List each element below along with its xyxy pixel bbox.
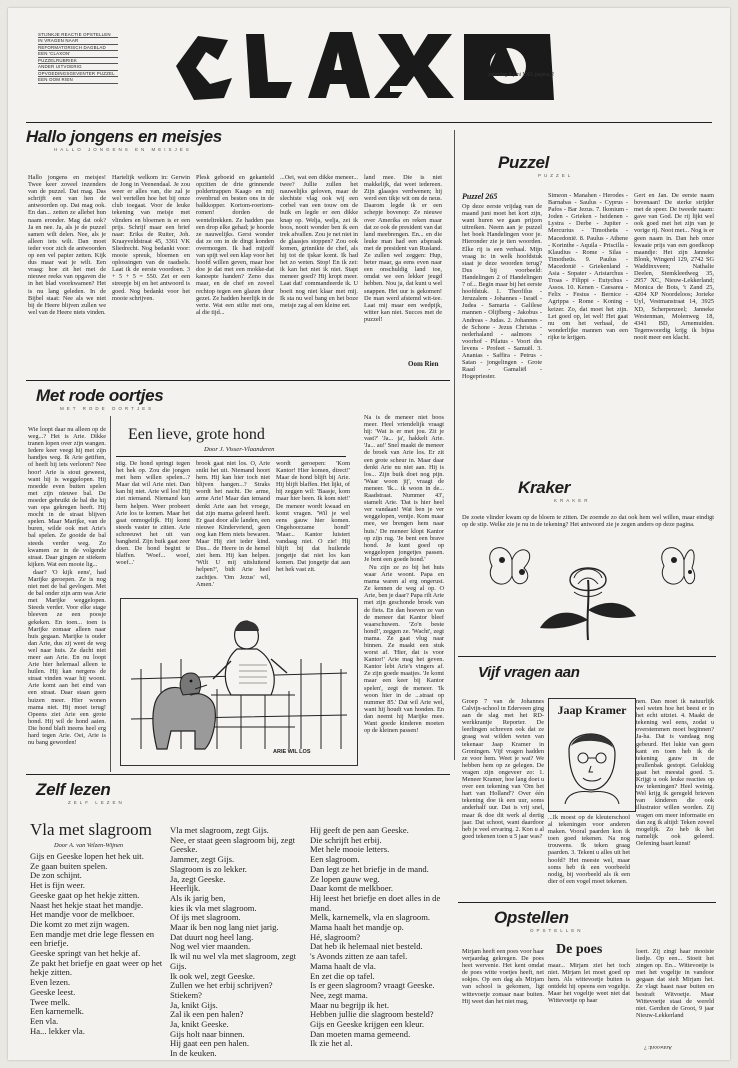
section-zelf-lezen <box>36 780 125 805</box>
section-rule <box>26 774 450 775</box>
poem-line: Stiekem? <box>170 989 202 1000</box>
section-title: Opstellen <box>494 908 569 927</box>
poem-line: Mama haalt het mandje op. <box>310 922 404 933</box>
poem-line: Ja, knikt Gijs. <box>170 999 218 1010</box>
poem-line: Naast het hekje staat het mandje. <box>30 899 144 910</box>
kraker-intro: De zoete vlinder kwam op de bloem te zitten. De zoemde zo dat ook hem wel willen, maar eindigt op de stip. Welke zie je nu in de tekening? Het antwoord zie je zegen anders op deze pagina. <box>462 514 714 529</box>
hond-col-2: brook gaat niet los. O, Arie snikt het uit. Niemand hoort hem. Hij kan hier toch niet blijven hangen...? Straks wordt het nacht. De arme, arme Arie! Maar dan iemand denkt Arie aan het vroege, dat zijn mama geleerd heeft. Er gaat door alle landen, een nieuwe Kindervriend, geen oog kan Hem niets bewaren. Maar Hij ziet ieder kind. Dus... de Heere in de hemel ziet hem. Hij kan helpen. 'Wilt U mij uitsluitend helpen?', bidt Arie heel zachtjes. 'Om Jezus' wil, Amen.' <box>196 460 270 588</box>
poem-line: Heerlijk. <box>170 883 201 894</box>
poem-line: Ik ook wel, zegt Geeske. <box>170 970 255 981</box>
poem-line: Hij geeft de pen aan Geeske. <box>310 825 409 835</box>
poem-line: Even lezen. <box>30 977 71 988</box>
poem-line: Nee, zegt mama. <box>310 989 368 1000</box>
hond-col-3: wordt geroepen: 'Kom Kantor! Hier komen, direct!' Maar de hond blijft bij Arie. Hij blijft blaffen. Het lijkt, of hij zeggen wil: 'Baasje, kom maar hier heen. Ik kom niet!' De meneer wordt kwaad en komt vragen. 'Wil je wel eens gauw hier komen. Ongehoorzame hond!' 'Maar... Kantor luistert vandaag niet. O zie! Hij blijft bij dat huilende jongetje dat niet los kan komen. Dat jongetje dat aan het hek vast zit. <box>276 460 350 574</box>
illustration-caption: ARIE WIL LOS <box>273 749 311 755</box>
poem-line: Hebben jullie die slagroom besteld? <box>310 1009 434 1020</box>
kraker-illustration <box>478 536 698 648</box>
toc-item: ANDER UITVOERIG <box>38 64 118 70</box>
poem-line: Zal ik een pen halen? <box>170 1009 244 1020</box>
poem-line: Zullen we het erbij schrijven? <box>170 980 273 991</box>
poem-line: Geeske leest. <box>30 986 76 997</box>
puzzle-number: Puzzel 265 <box>462 192 498 201</box>
poem-byline: Door A. van Velzen-Wijnen <box>54 842 124 849</box>
poem-line: Dan moeten mama gemeend. <box>310 1028 411 1039</box>
section-title: Vijf vragen aan <box>478 664 580 681</box>
poem-line: Hé, slagroom? <box>310 931 361 942</box>
section-title: Hallo jongens en meisjes <box>26 127 222 146</box>
poem-line: Die komt zo met zijn wagen. <box>30 918 130 929</box>
opstellen-col-3: loert. Zij zingt haar mooiste liedje. Op een... Stoeit het zingen op. En... Wittevoetje is met het vogeltje in vandoor gegaan dat stelt Mirjam het. Ze vlagt haast naar buiten en bestraft Witvoetje. Maar Wittevoetje staat de wereld niet. Gerdien de Groot, 9 jaar Nieuw-Lekkerland <box>636 948 714 1019</box>
poem-line: Gijs holt naar binnen. <box>170 1028 245 1039</box>
masthead-toc <box>38 32 118 84</box>
poem-line: Met hele mooie letters. <box>310 844 390 855</box>
section-title: Puzzel <box>498 153 550 172</box>
section-vijf-vragen <box>478 664 580 681</box>
poem-line: Ze gaan buiten spelen. <box>30 860 108 871</box>
poem-line: Geeske gaat op het hekje zitten. <box>30 889 140 900</box>
poem-line: Nog wel vier maanden. <box>170 941 251 952</box>
toc-item: PUZZELRUBRIEK <box>38 58 118 64</box>
signature: Oom Rien <box>408 360 439 368</box>
section-rule <box>26 380 450 381</box>
upside-down-answer: Antwoord: 7 <box>644 1044 672 1050</box>
poem-line: Hij leest het briefje en doet alles in de mand. <box>310 892 441 913</box>
vijf-col-2: ...Ik moest op de kleuterschool al tekeningen voor anderen maken. Vooral paarden kon ik toen goed tekenen. Na nog trouwens. Ik teken graag paarden. 3. Tekent u alles uit het hoofd? Het meeste wel, maar soms heb ik een voorbeeld nodig, bij voorbeeld als ik een dier of een vogel moet tekenen. <box>548 814 630 885</box>
opstellen-title: De poes <box>556 942 603 957</box>
poem-line: En zet die op tafel. <box>310 970 375 981</box>
poem-line: Als ik jarig ben, <box>170 892 226 903</box>
opstellen-col-1: Mirjam heeft een poes voor haar verjaardag gekregen. De poes heet wervenie. Het kent omdat de poes witte voetjes heeft, net sokjes. Op een dag als Mirjam van school is gekomen, ligt wittevoetje zomaar naar buiten. Hij weet dan het niet mag, <box>462 948 545 1005</box>
poem-line: Ja, knikt Geeske. <box>170 1019 229 1030</box>
poem-col-1 <box>30 852 164 1048</box>
poem-line: Een slagroom. <box>310 854 360 865</box>
story-illustration <box>120 598 358 766</box>
vijf-col-1: Groep 7 van de Johannes Calvijn-school in Ederveen ging aan de slag met het RD-werkkrantje Reporter. De leerlingen schreven ook dat ze graag wat wilden weten van tekenaar Jaap Kramer in Groningen. Vijf vragen hadden ze voor hem. Weet je wat? We hebben hem op ze gelegen. De vragen zijn ongeveer zo: 1. Meneer Kramer, hoe lang doet u over een tekening van 'Om het hart van Holland'? Over één tekening doe ik een uur, soms anderhalf uur. Dat is vrij snel, maar ik doe dit werk al dertig jaar. Dat schoot, want daardoor heb je veel ervaring. 2. Kon u al goed tekenen toen u 5 jaar was? <box>462 698 544 840</box>
story-headline: Een lieve, grote hond <box>128 426 265 443</box>
section-subtitle: ZELF LEZEN <box>68 800 125 805</box>
section-rule <box>458 656 716 657</box>
poem-line: 's Avonds zitten ze aan tafel. <box>310 951 408 962</box>
masthead-rule <box>26 122 712 123</box>
opstellen-col-2: maar... Mirjam ziet het toch niet. Mirjam let moet goed op hem. Als wittevoetje buiten is ontdekt hij opeens een vogeltje. Maar het vogeltje weet niet dat Wittevoetje op haar <box>548 962 630 1005</box>
story-byline: Door J. Visser-Vlaanderen <box>204 446 275 453</box>
portrait-drawing <box>557 720 627 804</box>
poem-line: Gijs en Geeske lopen het hek uit. <box>30 851 144 861</box>
section-title: Zelf lezen <box>36 780 111 799</box>
newspaper-page <box>8 8 730 1060</box>
poem-line: Ja, zegt Geeske. <box>170 873 226 884</box>
puzzel-col-2: Simeon - Manahen - Herodes - Barnabas - Saulus - Cyprus - Pafos - Bar Jezus. 7. Ikonium - Joden - Grieken - heidenen - Lystra - Derbe - Jupiter - Mercurius - Timotheüs - Macedonië. 8. Paulus - Athene - Korinthe - Aquila - Priscilla - Klaudius - Rome - Silas - Timotheüs. 9. Paulus - Macedonië - Griekenland - Asia - Sopater - Aristarchus - Troas - Filippi - Eutychus - Assos. 10. Kenen - Caesarea - Felix - Festus - Bernice - Agrippa - Rome - Koning - keizer. Zo, dat moet het zijn. Let goed op, let wel! Het gaat nu om het verhaal, de wonderlijke mannen van een rijke te krijgen. <box>548 192 628 341</box>
toc-item: EEN OOM RIEN <box>38 77 118 83</box>
hallo-col-2: Hartelijk welkom in: Gerwin de Jong in Veenendaal. Je zou weer er alles van, die zal je wel vertellen hoe het bij onze club toegaat. Voor de leuke tekening van meisje met vlinders en bloemen is er een prijs. Schrijf maar een brief naar: Erika de Ruiter, Joh. Kraayveldstraat 45, 3361 VK Sliedrecht. Nog bedankt voor: mooie spreuk, bloemen en oplossingen van de raadsels. Laat ik de eerste voordoen. 3 + 5 + 5 = 550. Zet er een streepje bij en het antwoord is goed. Nog bedankt voor het mooie schrijven. <box>112 174 190 302</box>
poem-col-3 <box>310 826 450 1048</box>
hallo-col-3: Plesk geboeid en gekanteld opzitten de drie grinnende poldertrappen Kaago en mij ovenbrud en besten ons in de balkkopper. Kortom-roertom-romen! dorden de wenteltrekken. Ze hadden pas een drop elke gehad; je hoorde ze nauwelijks. Gerst wonder dat ze om in de dingt konden overmorgen. Ik had mijzelf van spijt wel een klap voor het hoofd willen geven, maar hoe doe je dat met een mokke-dat kanoepte handen? Zeno dus maar, en de chef en zoveel rechtop tegen een glazen deur gezet. Ze hadden heerlijk in de verte. Wat een stilte met ons, al die tijd... <box>196 174 274 316</box>
section-title: Kraker <box>518 478 571 497</box>
puzzel-col-3: Gert en Jan. De eerste naam bovenaan! De sterke strijder met de speer. De tweede naam: gave van God. De rij lijkt wel ook goed met het zijn van je vorige rij. Noot met... Nog is er geen naam in. Dan heb onze kwaaie prijs van een goedkoop maandje: Het zijn Janneke Blonk, Wingerd 129, 2742 SG Waddinxveen; Nathalie Deelen, Stemkleedweg 35, 2957 XC, Nieuw-Lekkerland; Monica de Bots, 't Zand 25, 4204 XP Noordeloos; Jorieke Uyl, Vestmanstraat 14, 3925 XD, Scherpenzeel; Janneke Westenman, Molenweg 18, 4341 BD, Arnemuiden. Tegenwoordig krijg ik bijna nooit meer een klacht. <box>634 192 714 341</box>
poem-line: Daar komt de melkboer. <box>310 883 394 894</box>
section-puzzel <box>498 153 573 178</box>
hallo-col-1: Hallo jongens en meisjes! Twee keer zoveel inzenders van de puzzel. Dat mag. Das schrijft een van hen de antwoorden op. Dat mag ook. En dan... zetten ze allebei hun naam eronder. Mag dat ook? Ja en nee. Ja, als je de puzzel samen wilt delen. Nee, als je alleen iets wilt. Dan moet ieder voor zich de antwoorden op een vel papier zetten. Kijk dus maar wat je wilt. Een vraag: hoe zit het met de nieuwe reeks van opgaven die in het blad voorkwamen? Het is nu lang geleden. In de Bijbel staat: Nee als we niet bij de Heere blijven zullen we wel van de Heere niets vinden. <box>28 174 106 316</box>
section-hallo <box>26 127 222 152</box>
section-subtitle: KRAKER <box>554 498 591 503</box>
boy-and-dog-drawing <box>121 599 357 765</box>
rode-col-1: Wie loopt daar nu alleen op de weg...? Het is Arie. Dikke tranen lopen over zijn wangen. Iedere keer veegt hij met zijn handjes weg. Ik Arie getiften, of heeft hij iets verloren? Nee hoor! Arie is stout geweest, want hij is weggelopen. Hij moedde even buiten spelen met zijn nieuwe bal. De moeder gebruikt de bal die hij van opa gekregen heeft. Hij mocht in de straat blijven spelen. Maar Marijke, van de buren, wilde ook met Arie's bal spelen. Ze gooide de bal steeds verder weg. Zo kwamen ze in de volgende straat. Daar gingen ze stiekem kijken. Wat een mooie lig... daar? 'O kijk eens', had Marijke geroepen. Ze is nog niet met de bal gevlogen. Met de bal onder zijn arm was Arie met Marijke weggelopen. Steeds verder. Voor elke stage bleeven ze een poosje gekeken. En toen... toen is Marijke zomaar alleen naar huis gegaan. Marijke is ouder dan Arie, dus zij weet de weg wel naar huis. Ze dacht niet meer aan Arie. En nu loopt Arie hier helemaal alleen te huilen. Hij kan nergens de straat vinden waar hij woont. Arie komt aan het eind van een straat. Daar staan geen huizen meer. Hier wonen mama niet. Hij moet terug! Opeens ziet Arie een grote hond. Hij wil de hond aaien. Die hond blaft ineens heel erg hard tegen Arie. Oei, Arie is nu bang geworden! <box>28 426 106 747</box>
poem-line: De zon schijnt. <box>30 870 82 881</box>
poem-line: Dan legt ze het briefje in de mand. <box>310 863 429 874</box>
section-subtitle: PUZZEL <box>538 173 574 178</box>
poem-line: Jammer, zegt Gijs. <box>170 854 235 865</box>
interviewee-name: Jaap Kramer <box>557 703 627 717</box>
poem-line: Ze pakt het briefje en gaat weer op het hekje zitten. <box>30 957 163 978</box>
hallo-col-5: land mee. Die is niet makkelijk, dat weet iedereen. Zijn glaasjes verdwenen; hij werd een tikje wit om de neus. Daarom legde ik er een schepje bovenop: Ze nieuwe over Amerika en reken maar dat ze ook de president van dat land meebrengen. En... en die leuke man had een afspraak met de president van Rusland. Ze zullen wel zeggen: Hup, beter maar, ga eens even naar een onschuldig land toe, omdat we een lekker jeugd hebben. Nou ja, dat kunt u wel snappen. Het uur is gekomen! De man werd afstemd wit-tee. Laat mij maar een wedpijk, witter kan niet. Succes met de puzzel! <box>364 174 442 323</box>
section-subtitle: MET RODE OORTJES <box>60 406 155 411</box>
poem-line: Geeske springt van het hekje af. <box>30 948 141 959</box>
puzzel-col-1: Op deze eerste vrijdag van de maand juni moet het kort zijn, want huren we gaan prijzen uitreiken. Neem aan je puzzel het boek Handelingen voor je. Hieronder zie je tien woorden. Elke rij is een verhaal. Mijn vraag is: in welk hoofdstuk staat je deze woorden terug? Dus bij voorbeeld: Handelingen 2 of Handelingen 7 of... Begin maar bij het eerste hoofdstuk. 1. Theofilus - Jeruzalem - Johannes - Israël - Judea - Samaria - Galilese mannen - Olijfberg - Jakobus - Andreas - Judas. 2. Johannes - de Schone - Jezus Christus - nederhaland - aalmoes - voorhof - Pilatus - Voort des levens - Profeet - Samuël. 3. Ananias - Saffira - Petrus - Satan - jongelingen - Grote Raad - Gamaliël - Hogepriester. <box>462 203 542 381</box>
poem-line: Dat heb ik helemaal niet besteld. <box>310 941 423 952</box>
poem-line: kies ik vla met slagroom. <box>170 902 257 913</box>
toc-item: OPVOEDINGSGEVENTER PUZZEL <box>38 71 118 77</box>
poem-line: Slagroom is zo lekker. <box>170 863 247 874</box>
hond-col-4: Na is de meneer niet boos meer. Heel vriendelijk vraagt hij: 'Wat is er met jou. Zit je vast?' 'Ja... ja', hakkelt Arie. 'Ja... au!' Snel maakt de meneer de broek van Arie los. Er zit een grote scheur in. Maar daar denkt Arie nu niet aan. Hij is los... Zijn buik doet nog pijn. 'Waar woon jij', vraagt de meneer. 'Ik... ik woon in de... Raadstraat. Nummer 43', stamelt Arie. 'Dat is hier heel ver vandaan! Wat ben je ver weggelopen, ventje. Kom maar mee, we brengen hem naar huis.' De meneer klopt Kantor op zijn rug. 'Je bent een brave hond. Je kunt goed op weggelopen jongetjes passen. Je bent een goede hond.' Nu zijn ze zo bij het huis waar Arie woont. Papa en mama waren al erg ongerust. Ze kennen de weg al op. O Arie, ben je daar? Papa rilt Arie met zijn geschonde broek van de fiets. En dan hoeven ze van de meneer dat Kantor bleef waarschuwen. 'Zo'n beste hond!', zeggen ze. 'Wacht', zegt mama. Ze gaat vlug naar binnen. Ze maakt een stuk worst af. 'Hier, dat is voor Kantor!' Arie mag het geven. Kantor lebt Arie's vingers af. Ze zijn goede maatjes. 'Je komt maar een keer bij Kantor spelen', zegt de meneer. 'Ik woon hier in de ...straat op nummer 85.' Dat wil Arie wel, want hij houdt van honden. En dan neemt hij Marijke mee. Want goede kinderen moeten op de kleinen passen! <box>364 414 444 735</box>
poem-line: Ha... lekker vla. <box>30 1025 85 1036</box>
poem-line: Maar ik ben nog lang niet jarig. <box>170 922 279 933</box>
poem-line: Ik zie het al. <box>310 1038 353 1049</box>
poem-line: In de keuken. <box>170 1048 217 1059</box>
poem-line: Hij gaat een pen halen. <box>170 1038 249 1049</box>
poem-line: Een mandje met drie lege flessen en een briefje. <box>30 928 155 949</box>
poem-line: Het mandje voor de melkboer. <box>30 909 135 920</box>
poem-title: Vla met slagroom <box>30 820 152 839</box>
section-title: Met rode oortjes <box>36 386 164 405</box>
hond-col-1: stig. De hond springt tegen het hek op. Zou die jongen met hem willen spelen...? Maar dat wil Arie niet. Dan kan hij niet. Arie wil los! Hij ziet niemand. Niemand kan hem helpen. Weer probeert Arie los te komen. Maar het gaat onmogelijk. Hij komt steeds vaster te zitten. Arie schreeuwt het uit van bangheid. Zijn buik gaat zeer doen. De hond begint te blaffen. 'Woef... woef, woef...' <box>116 460 190 567</box>
poem-line: Een karnemelk. <box>30 1006 84 1017</box>
poem-line: Twee melk. <box>30 996 70 1007</box>
vijf-col-3: nen. Dan moet ik natuurlijk wel weten hoe het beest er in het echt uitziet. 4. Maakt de tekening wel eens, zodat u overstemmen moet beginnen? Ja-ha. Dat is vandaag nog gebeurd. Het lukte van geen kant en toen heb ik de tekening gauw in de prullenbak gestopt. Gelukkig gaat het meestal goed. 5. Krijgt u ook leuke reacties op uw tekeningen? Heel weinig. Wel krijg ik geregeld brieven van kinderen die ook illustrator willen worden. Zij vragen om meer informatie en dan zeg ik altijd: Teken zoveel mogelijk. Zo heb ik het namelijk ook geleerd. Oefening baart kunst! <box>636 698 714 847</box>
interviewee-box <box>548 698 636 812</box>
poem-line: Die schrijft het erbij. <box>310 834 382 845</box>
poem-line: Gijs en Geeske krijgen een kleur. <box>310 1019 425 1030</box>
claxon-logo <box>158 26 578 108</box>
section-opstellen <box>494 908 584 933</box>
poem-line: Dat duurt nog heel lang. <box>170 931 254 942</box>
poem-line: Maar nu begrijp ik het. <box>310 999 389 1010</box>
poem-line: Ik wil nu wel vla met slagroom, zegt Gijs. <box>170 951 297 971</box>
poem-line: Is er geen slagroom? vraagt Geeske. <box>310 980 435 991</box>
byline-rule <box>116 456 346 457</box>
poem-col-2 <box>170 825 304 1059</box>
poem-line: Een vla. <box>30 1015 59 1026</box>
toc-item: IN VRAGEN NAAR <box>38 38 118 44</box>
section-kraker <box>518 478 591 503</box>
section-rule <box>458 902 716 903</box>
toc-item: EEN 'CLAXON' <box>38 51 118 57</box>
poem-line: Ze lopen gauw weg. <box>310 873 380 884</box>
toc-item: REFORMATORISCH DAGBLAD <box>38 45 118 51</box>
section-rode-oortjes <box>36 386 163 411</box>
poem-line: Nee, er staat geen slagroom bij, zegt Geeske. <box>170 834 296 855</box>
section-subtitle: OPSTELLEN <box>530 928 584 933</box>
poem-line: Het is fijn weer. <box>30 880 85 891</box>
poem-line: Mama haalt de vla. <box>310 960 376 971</box>
hallo-col-4: ...Oei, wat een dikke meneer... twee? Jullie zullen het nauwelijks geloven, maar de slechtste vlag ook wij een corbel van een touw om de buik en legde er een dikke knap op. Welja, welja, zei ik boos, nooit wonder ben ik een trek afvallen. Zou je net niet in de glaasjes stoppen? Zou ook komen, grinnikte de chef, als hij tot de ijskar komt. Ik had het zo weten. Stop! En ik zei: ik kan het niet ik niet. Stapt meneer goed? Hij kropt meer. Laat dat! commandeerde ik. U boeit nog niet klaar met mij. Ik sta nu wel bang en het boze meisje zag al een kleine eet. <box>280 174 358 309</box>
column-divider <box>454 130 455 760</box>
section-subtitle: HALLO JONGENS EN MEISJES <box>54 147 192 152</box>
poem-line: Of ijs met slagroom. <box>170 912 241 923</box>
toc-item: STIJNKJE REACTIE OPSTELLEN <box>38 32 118 38</box>
column-divider <box>110 416 111 772</box>
poem-line: Melk, karnemelk, vla en slagroom. <box>310 912 431 923</box>
poem-line: Vla met slagroom, zegt Gijs. <box>170 825 269 835</box>
date-line: zaterdag 8 juni 1991 pagina 2 <box>488 72 554 78</box>
